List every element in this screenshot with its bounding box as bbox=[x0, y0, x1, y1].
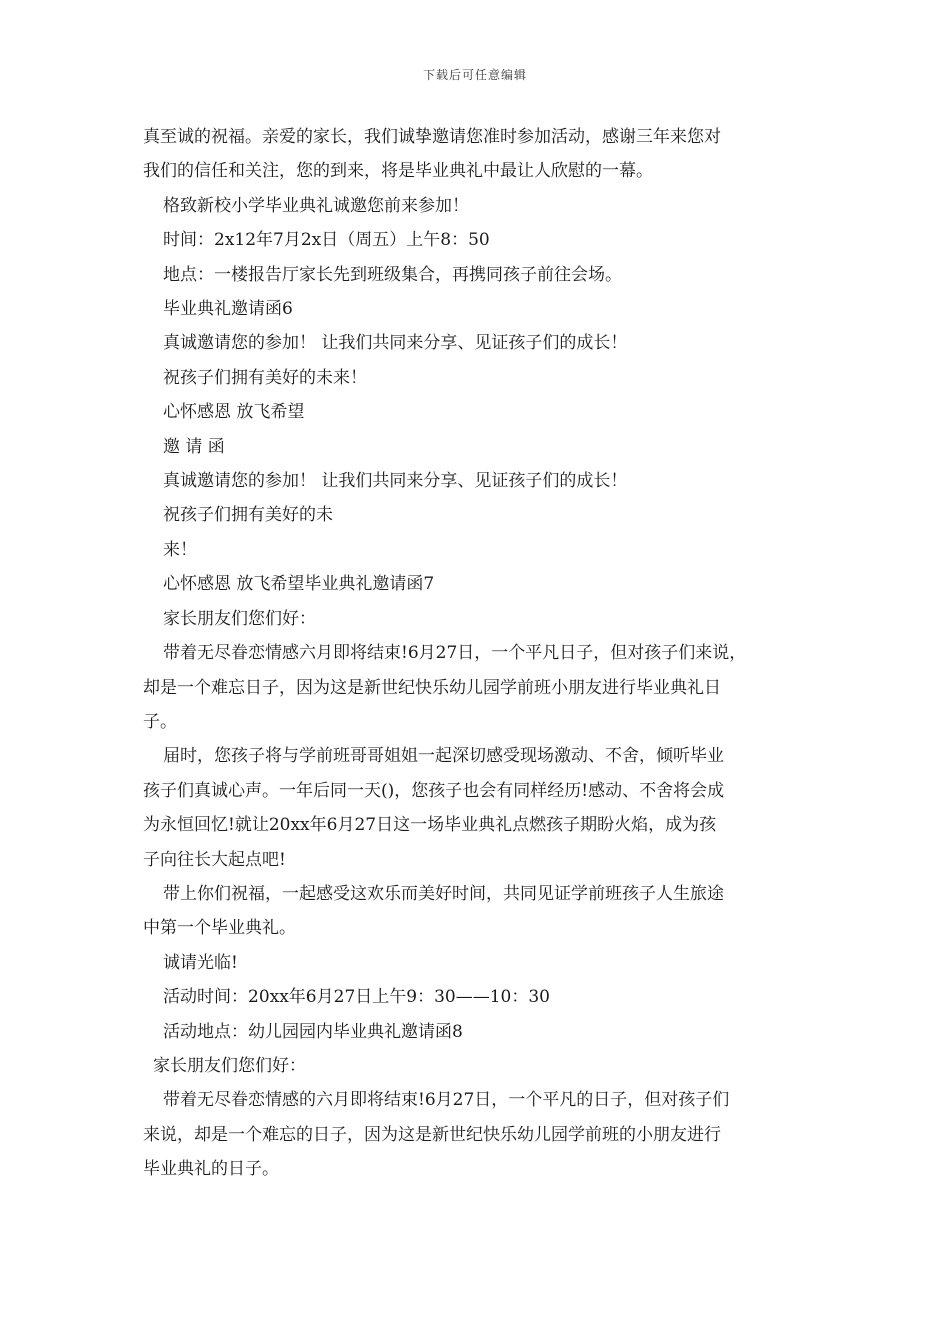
paragraph-line: 真诚邀请您的参加！ 让我们共同来分享、见证孩子们的成长！ bbox=[163, 471, 628, 492]
paragraph-line: 时间：2x12年7月2x日（周五）上午8：50 bbox=[163, 230, 490, 251]
paragraph-line: 子向往长大起点吧! bbox=[143, 849, 286, 870]
paragraph-line: 祝孩子们拥有美好的未 bbox=[163, 505, 333, 526]
paragraph-line: 心怀感恩 放飞希望 bbox=[163, 402, 305, 423]
paragraph-line: 我们的信任和关注，您的到来，将是毕业典礼中最让人欣慰的一幕。 bbox=[143, 161, 653, 182]
paragraph-line: 孩子们真诚心声。一年后同一天()，您孩子也会有同样经历!感动、不舍将会成 bbox=[143, 780, 725, 801]
page-header-note: 下载后可任意编辑 bbox=[422, 68, 527, 82]
paragraph-line: 活动地点：幼儿园园内毕业典礼邀请函8 bbox=[163, 1021, 463, 1042]
paragraph-line: 却是一个难忘日子，因为这是新世纪快乐幼儿园学前班小朋友进行毕业典礼日 bbox=[143, 677, 721, 698]
paragraph-line: 带着无尽眷恋情感的六月即将结束!6月27日，一个平凡的日子，但对孩子们 bbox=[163, 1090, 730, 1111]
paragraph-line: 心怀感恩 放飞希望毕业典礼邀请函7 bbox=[163, 574, 435, 595]
paragraph-line: 祝孩子们拥有美好的未来！ bbox=[163, 367, 367, 388]
paragraph-line: 来！ bbox=[163, 539, 197, 560]
paragraph-line: 活动时间：20xx年6月27日上午9：30——10：30 bbox=[163, 987, 550, 1008]
paragraph-line: 子。 bbox=[143, 711, 177, 732]
paragraph-line: 届时，您孩子将与学前班哥哥姐姐一起深切感受现场激动、不舍，倾听毕业 bbox=[163, 746, 724, 767]
paragraph-line: 为永恒回忆!就让20xx年6月27日这一场毕业典礼点燃孩子期盼火焰，成为孩 bbox=[143, 815, 717, 836]
paragraph-line: 带着无尽眷恋情感六月即将结束!6月27日，一个平凡日子，但对孩子们来说， bbox=[163, 643, 747, 664]
paragraph-line: 地点：一楼报告厅家长先到班级集合，再携同孩子前往会场。 bbox=[163, 264, 622, 285]
paragraph-line: 带上你们祝福，一起感受这欢乐而美好时间，共同见证学前班孩子人生旅途 bbox=[163, 883, 724, 904]
section-heading: 毕业典礼邀请函6 bbox=[163, 299, 293, 320]
paragraph-line: 中第一个毕业典礼。 bbox=[143, 918, 296, 939]
paragraph-line: 家长朋友们您们好： bbox=[153, 1055, 306, 1076]
paragraph-line: 格致新校小学毕业典礼诚邀您前来参加！ bbox=[163, 195, 469, 216]
document-body bbox=[143, 120, 823, 1187]
paragraph-line: 诚请光临! bbox=[163, 952, 238, 973]
paragraph-line: 家长朋友们您们好： bbox=[163, 608, 316, 629]
paragraph-line: 真至诚的祝福。亲爱的家长，我们诚挚邀请您准时参加活动，感谢三年来您对 bbox=[143, 127, 721, 147]
paragraph-line: 毕业典礼的日子。 bbox=[143, 1159, 279, 1180]
paragraph-line: 来说，却是一个难忘的日子，因为这是新世纪快乐幼儿园学前班的小朋友进行 bbox=[143, 1124, 721, 1145]
paragraph-line: 邀 请 函 bbox=[163, 436, 225, 457]
paragraph-line: 真诚邀请您的参加！ 让我们共同来分享、见证孩子们的成长！ bbox=[163, 333, 628, 354]
